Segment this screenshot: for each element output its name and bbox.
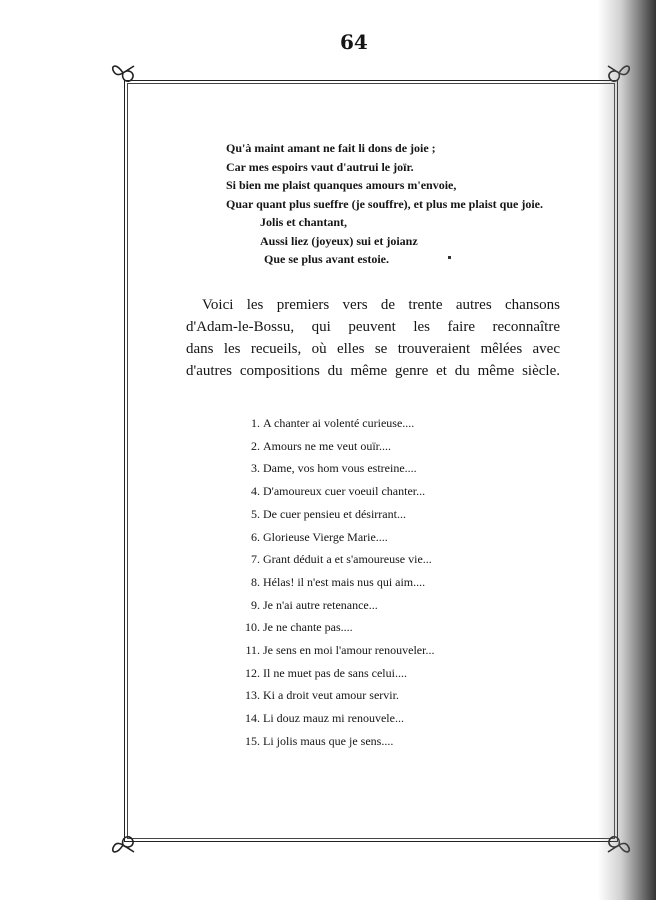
- item-number: 1.: [251, 416, 260, 430]
- item-text: Hélas! il n'est mais nus qui aim....: [263, 574, 426, 589]
- intro-paragraph: [186, 294, 560, 382]
- item-number: 2.: [251, 438, 260, 453]
- page-number: 64: [340, 30, 368, 54]
- paragraph-line: d'autres compositions du même genre et du même siècle.: [186, 363, 560, 379]
- item-text: Amours ne me veut ouïr....: [263, 438, 391, 453]
- paragraph-line: Voici les premiers vers de trente autres chansons: [202, 297, 560, 313]
- paragraph-line: dans les recueils, où elles se trouveraient mêlées avec: [186, 341, 560, 357]
- item-text: A chanter ai volenté curieuse....: [263, 416, 415, 430]
- item-number: 4.: [251, 484, 260, 499]
- item-number: 12.: [245, 665, 260, 680]
- verse-line-indented: Que se plus avant estoie.: [264, 252, 390, 266]
- item-text: De cuer pensieu et désirrant...: [263, 506, 406, 521]
- paragraph-line: d'Adam-le-Bossu, qui peuvent les faire reconnaître: [186, 319, 560, 335]
- verse-line: Quar quant plus sueffre (je souffre), et plus me plaist que joie.: [226, 196, 544, 211]
- corner-ornament-icon: [108, 832, 138, 858]
- verse-line: Qu'à maint amant ne fait li dons de joie ;: [226, 141, 436, 155]
- item-text: Je ne chante pas....: [263, 620, 353, 635]
- item-text: Il ne muet pas de sans celui....: [263, 665, 407, 680]
- list-item: [238, 526, 558, 549]
- item-number: 13.: [245, 688, 260, 703]
- verse-line-indented: Aussi liez (joyeux) sui et joianz: [260, 233, 418, 248]
- corner-ornament-icon: [108, 60, 138, 86]
- verse-line: Car mes espoirs vaut d'autrui le joïr.: [226, 159, 414, 174]
- item-text: Grant déduit a et s'amoureuse vie...: [263, 552, 432, 567]
- list-item: [238, 616, 558, 639]
- list-item: [238, 435, 558, 458]
- list-item: [238, 457, 558, 480]
- item-text: Je sens en moi l'amour renouveler...: [263, 643, 435, 658]
- list-item: [238, 412, 558, 435]
- verse-line: Si bien me plaist quanques amours m'envoie,: [226, 178, 457, 192]
- item-number: 3.: [251, 461, 260, 476]
- item-number: 7.: [251, 552, 260, 567]
- list-item: [238, 503, 558, 526]
- list-item: [238, 684, 558, 707]
- list-item: [238, 730, 558, 753]
- list-item: [238, 571, 558, 594]
- item-text: D'amoureux cuer voeuil chanter...: [263, 484, 426, 499]
- item-number: 9.: [251, 597, 260, 612]
- item-number: 8.: [251, 574, 260, 589]
- list-item: [238, 707, 558, 730]
- list-item: [238, 480, 558, 503]
- item-number: 10.: [245, 620, 260, 635]
- item-text: Li douz mauz mi renouvele...: [263, 711, 404, 726]
- binding-shadow: [598, 0, 656, 900]
- item-text: Je n'ai autre retenance...: [263, 597, 378, 612]
- ink-mark: [448, 256, 451, 259]
- item-number: 6.: [251, 529, 260, 544]
- item-text: Dame, vos hom vous estreine....: [263, 461, 417, 476]
- list-item: [238, 548, 558, 571]
- list-item: [238, 662, 558, 685]
- verse-line-indented: Jolis et chantant,: [260, 215, 347, 229]
- item-text: Li jolis maus que je sens....: [263, 733, 394, 748]
- song-list: [238, 412, 558, 753]
- item-number: 5.: [251, 506, 260, 521]
- item-number: 14.: [245, 711, 260, 726]
- list-item: [238, 594, 558, 617]
- verse-block: [226, 139, 606, 269]
- item-text: Ki a droit veut amour servir.: [263, 688, 399, 703]
- item-number: 15.: [245, 733, 260, 748]
- item-number: 11.: [245, 643, 260, 658]
- item-text: Glorieuse Vierge Marie....: [263, 529, 388, 544]
- list-item: [238, 639, 558, 662]
